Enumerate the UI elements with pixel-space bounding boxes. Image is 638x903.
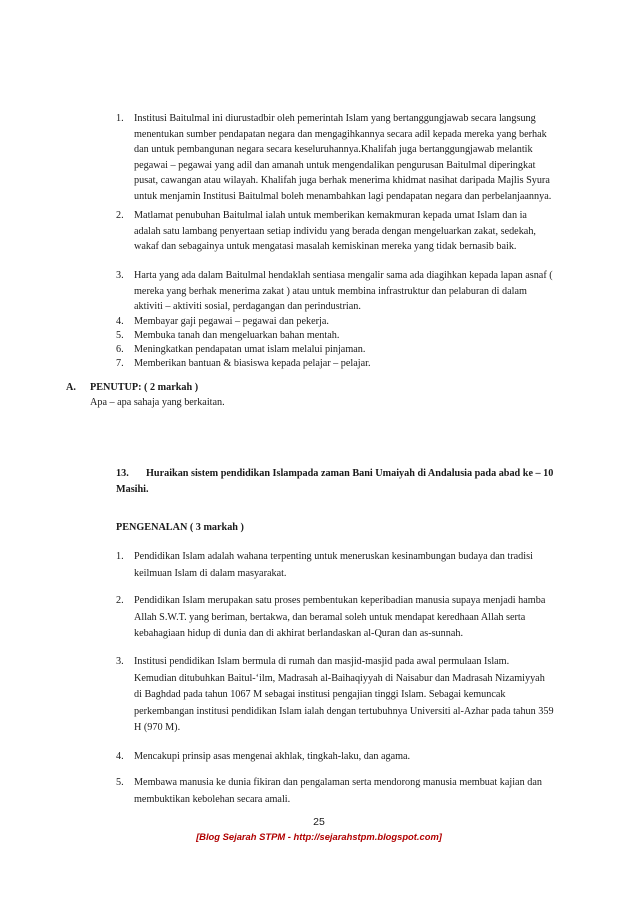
list-item-text: Pendidikan Islam merupakan satu proses pembentukan keperibadian manusia supaya menjadi hamba Allah S.W.T. yang beriman, bertakwa, dan beramal soleh untuk mendapat keredhaan Allah serta kebahagiaan hidup di dunia dan di akhirat berlandaskan al-Quran dan as-sunnah. bbox=[134, 595, 546, 639]
question-number: 13. bbox=[116, 468, 129, 479]
section-letter: A. bbox=[66, 382, 76, 393]
list-item-text: Mencakupi prinsip asas mengenai akhlak, tingkah-laku, dan agama. bbox=[134, 751, 411, 762]
list-item bbox=[116, 268, 576, 316]
list-item bbox=[116, 593, 576, 643]
list-item-text: Harta yang ada dalam Baitulmal hendaklah sentiasa mengalir sama ada diagihkan kepada lapan asnaf ( mereka yang berhak menerima zakat ) atau untuk membina infrastruktur dan pelaburan di dalam aktiviti – aktiviti sosial, perdagangan dan perindustrian. bbox=[134, 270, 553, 313]
list-item-text: Pendidikan Islam adalah wahana terpenting untuk meneruskan kesinambungan budaya dan tradisi keilmuan Islam di dalam masyarakat. bbox=[134, 551, 533, 579]
list-item-text: Memberikan bantuan & biasiswa kepada pelajar – pelajar. bbox=[134, 358, 371, 369]
list-item-number: 2. bbox=[116, 210, 124, 221]
list-item bbox=[116, 775, 576, 809]
blog-footer-link[interactable]: [Blog Sejarah STPM - http://sejarahstpm.blogspot.com] bbox=[196, 831, 442, 842]
penutup-heading bbox=[66, 380, 586, 396]
question-text-line1: Huraikan sistem pendidikan Islampada zaman Bani Umaiyah di Andalusia pada abad ke – 10 bbox=[146, 468, 554, 479]
list-item-number: 4. bbox=[116, 751, 124, 762]
list-item-number: 3. bbox=[116, 270, 124, 281]
list-item-text: Membawa manusia ke dunia fikiran dan pengalaman serta mendorong manusia membuat kajian dan membuktikan kebolehan secara amali. bbox=[134, 777, 542, 805]
list-item-number: 3. bbox=[116, 656, 124, 667]
list-item-text: Institusi pendidikan Islam bermula di rumah dan masjid-masjid pada awal permulaan Islam. Kemudian ditubuhkan Baitul-‘ilm, Madrasah al-Baihaqiyyah di Naisabur dan Madrasah Nizamiyyah di Baghdad pada tahun 1067 M sebagai institusi pengajian tinggi Islam. Sebagai kemuncak perkembangan institusi pendidikan Islam ialah dengan tertubuhnya Universiti al-Azhar pada tahun 359 H (970 M). bbox=[134, 656, 554, 733]
question-text-line2: Masihi. bbox=[116, 484, 149, 495]
list-item bbox=[116, 549, 576, 581]
pengenalan-heading: PENGENALAN ( 3 markah ) bbox=[116, 522, 244, 533]
list-item bbox=[116, 749, 576, 765]
list-item-number: 2. bbox=[116, 595, 124, 606]
list-item bbox=[116, 654, 576, 738]
list-item-number: 1. bbox=[116, 113, 124, 124]
list-item-text: Institusi Baitulmal ini diurustadbir oleh pemerintah Islam yang bertanggungjawab secara langsung menentukan sumber pendapatan negara dan mengagihkannya secara adil kepada mereka yang berhak dan untuk pembangunan negara secara keseluruhannya.Khalifah juga bertanggungjawab melantik pegawai – pegawai yang adil dan amanah untuk mengendalikan pengurusan Baitulmal diperingkat pusat, cawangan atau wilayah. Khalifah juga berhak menerima khidmat nasihat daripada Majlis Syura untuk menjamin Institusi Baitulmal boleh menambahkan lagi pendapatan negara dan perbelanjaannya. bbox=[134, 113, 552, 202]
list-item-number: 1. bbox=[116, 551, 124, 562]
penutup-body: Apa – apa sahaja yang berkaitan. bbox=[90, 397, 225, 408]
list-item-number: 4. bbox=[116, 316, 124, 327]
list-item-number: 5. bbox=[116, 777, 124, 788]
page-number: 25 bbox=[313, 816, 325, 828]
list-item bbox=[116, 208, 576, 256]
list-item-text: Matlamat penubuhan Baitulmal ialah untuk memberikan kemakmuran kepada umat Islam dan ia adalah satu lambang penyertaan setiap individu yang berada dengan mengeluarkan zakat, sedekah, wakaf dan sebagainya untuk mengatasi masalah kemiskinan mereka yang tidak bernasib baik. bbox=[134, 210, 536, 253]
list-item bbox=[116, 111, 576, 207]
list-item-text: Membuka tanah dan mengeluarkan bahan mentah. bbox=[134, 330, 340, 341]
list-item-text: Membayar gaji pegawai – pegawai dan pekerja. bbox=[134, 316, 329, 327]
list-item bbox=[116, 356, 576, 372]
list-item-number: 6. bbox=[116, 344, 124, 355]
list-item-number: 5. bbox=[116, 330, 124, 341]
question-13 bbox=[116, 466, 586, 482]
list-item-text: Meningkatkan pendapatan umat islam melalui pinjaman. bbox=[134, 344, 366, 355]
list-item-number: 7. bbox=[116, 358, 124, 369]
section-title: PENUTUP: ( 2 markah ) bbox=[90, 382, 199, 393]
